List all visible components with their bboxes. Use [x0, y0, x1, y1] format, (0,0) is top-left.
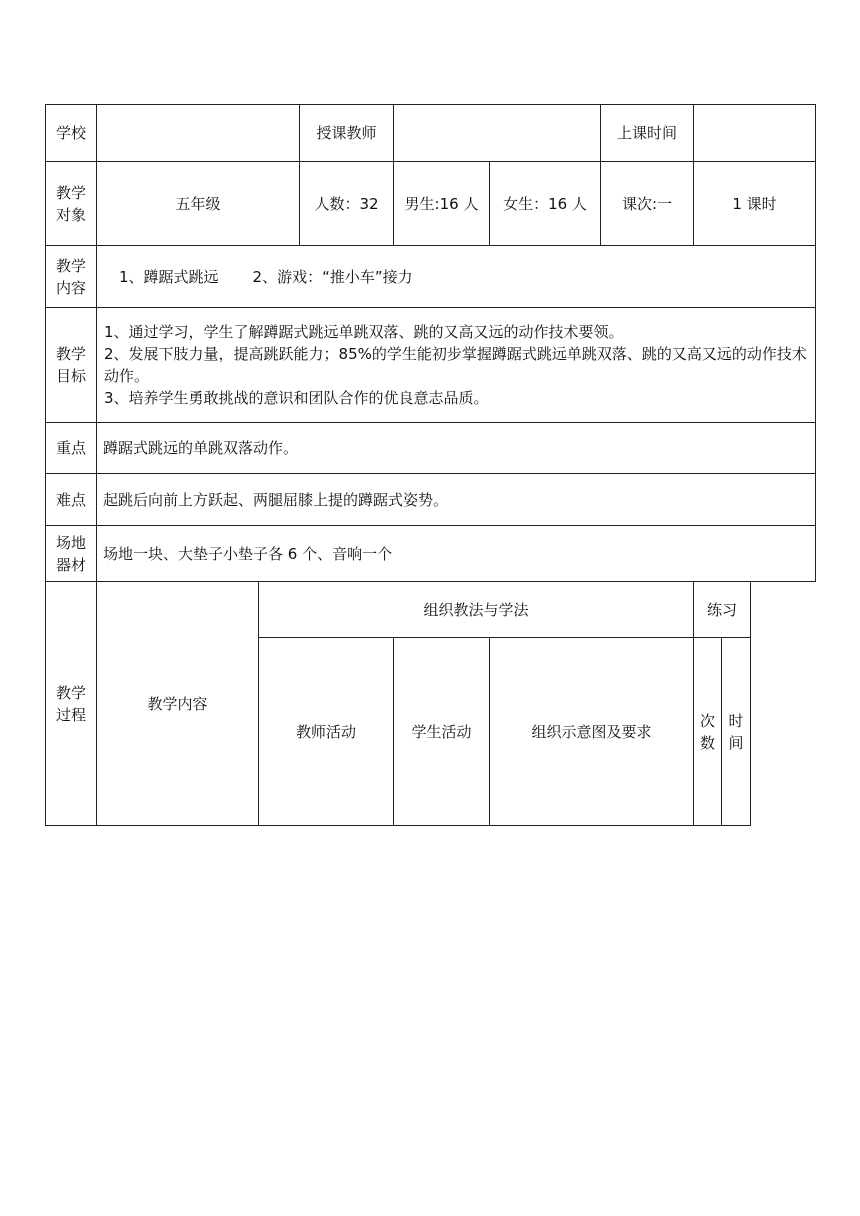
- process-header-row: [46, 582, 816, 638]
- header-row: [46, 105, 816, 162]
- content-label: 教学内容: [46, 246, 97, 308]
- equipment-row: [46, 526, 816, 582]
- equipment-label: 场地器材: [46, 526, 97, 582]
- process-label: 教学过程: [46, 582, 97, 826]
- male-count: 男生:16 人: [394, 162, 490, 246]
- grade-value: 五年级: [97, 162, 300, 246]
- content-item-1: 1、蹲踞式跳远: [119, 267, 219, 286]
- process-content-header: 教学内容: [97, 582, 259, 826]
- times-header: 次数: [694, 638, 722, 826]
- focus-label: 重点: [46, 423, 97, 474]
- equipment-value: 场地一块、大垫子小垫子各 6 个、音响一个: [97, 526, 816, 582]
- focus-value: 蹲踞式跳远的单跳双落动作。: [97, 423, 816, 474]
- student-count: 人数：32: [300, 162, 394, 246]
- target-label: 教学对象: [46, 162, 97, 246]
- student-activity-header: 学生活动: [394, 638, 490, 826]
- content-item-2: 2、游戏：“推小车”接力: [252, 267, 413, 286]
- duration-header: 时间: [722, 638, 751, 826]
- lesson-plan-table: [45, 104, 816, 826]
- lesson-hours: 1 课时: [694, 162, 816, 246]
- female-count: 女生：16 人: [490, 162, 601, 246]
- focus-row: [46, 423, 816, 474]
- diagram-requirements-header: 组织示意图及要求: [490, 638, 694, 826]
- content-items: [97, 246, 816, 308]
- goal-line-3: 3、培养学生勇敢挑战的意识和团队合作的优良意志品质。: [104, 389, 489, 407]
- school-label: 学校: [46, 105, 97, 162]
- time-value: [694, 105, 816, 162]
- difficulty-value: 起跳后向前上方跃起、两腿屈膝上提的蹲踞式姿势。: [97, 474, 816, 526]
- methods-header: 组织教法与学法: [259, 582, 694, 638]
- goals-label: 教学目标: [46, 308, 97, 423]
- goals-text: [97, 308, 816, 423]
- difficulty-label: 难点: [46, 474, 97, 526]
- goal-line-1: 1、通过学习，学生了解蹲踞式跳远单跳双落、跳的又高又远的动作技术要领。: [104, 323, 624, 341]
- school-value: [97, 105, 300, 162]
- teacher-value: [394, 105, 601, 162]
- goal-line-2: 2、发展下肢力量，提高跳跃能力；85%的学生能初步掌握蹲踞式跳远单跳双落、跳的又高又远的动作技术动作。: [104, 345, 807, 385]
- content-row: [46, 246, 816, 308]
- difficulty-row: [46, 474, 816, 526]
- practice-header: 练习: [694, 582, 751, 638]
- target-row: [46, 162, 816, 246]
- time-label: 上课时间: [601, 105, 694, 162]
- session-number: 课次:一: [601, 162, 694, 246]
- goals-row: [46, 308, 816, 423]
- teacher-activity-header: 教师活动: [259, 638, 394, 826]
- teacher-label: 授课教师: [300, 105, 394, 162]
